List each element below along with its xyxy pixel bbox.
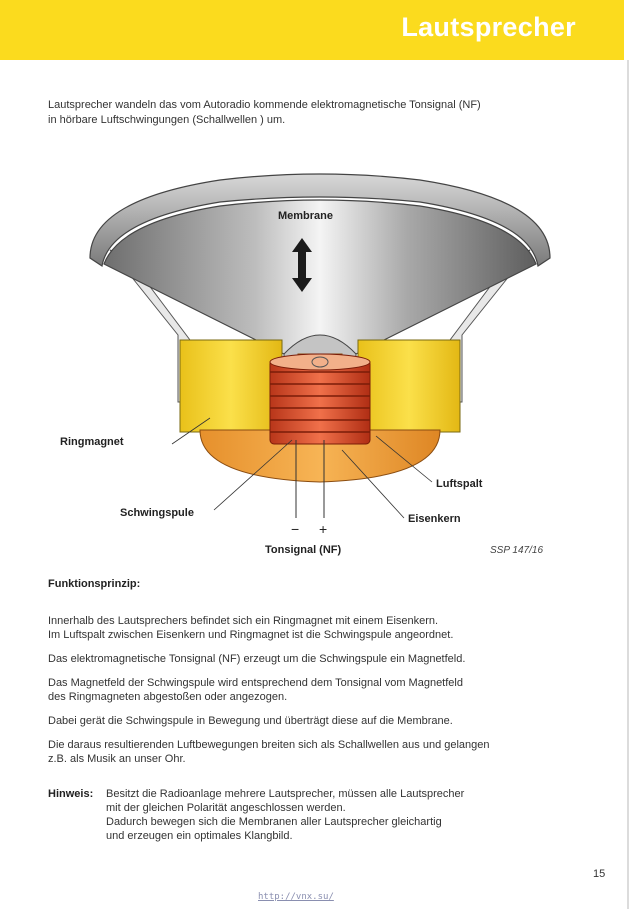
ringmagnet-right [358,340,460,432]
note-text [106,787,566,843]
label-luftspalt: Luftspalt [436,478,483,490]
header-bar [0,0,624,60]
paragraph-line: Dabei gerät die Schwingspule in Bewegung und überträgt diese auf die Membrane. [48,715,453,727]
note-label: Hinweis: [48,788,94,800]
paragraph-line: Im Luftspalt zwischen Eisenkern und Ringmagnet ist die Schwingspule angeordnet. [48,629,454,641]
note-line: und erzeugen ein optimales Klangbild. [106,830,293,842]
page-edge-rule [627,60,629,909]
label-plus: + [319,521,328,537]
page-number: 15 [593,868,606,880]
paragraph [48,676,568,704]
paragraph [48,714,568,728]
label-schwingspule: Schwingspule [120,507,194,519]
note-line: mit der gleichen Polarität angeschlossen werden. [106,802,346,814]
intro-text [48,98,568,128]
speaker-diagram [60,140,580,570]
paragraph [48,614,568,642]
membrane-cone [104,200,536,354]
label-tonsignal: Tonsignal (NF) [265,544,342,556]
note-line: Dadurch bewegen sich die Membranen aller Lautsprecher gleichartig [106,816,442,828]
paragraph-line: Das elektromagnetische Tonsignal (NF) erzeugt um die Schwingspule ein Magnetfeld. [48,653,466,665]
paragraph-line: Innerhalb des Lautsprechers befindet sich ein Ringmagnet mit einem Eisenkern. [48,615,439,627]
paragraph-line: Die daraus resultierenden Luftbewegungen breiten sich als Schallwellen aus und gelangen [48,739,490,751]
paragraph [48,738,568,766]
schwingspule [270,354,370,444]
speaker-cross-section-illustration [60,140,580,570]
note-line: Besitzt die Radioanlage mehrere Lautsprecher, müssen alle Lautsprecher [106,788,465,800]
paragraph [48,652,568,666]
label-minus: − [291,521,300,537]
label-ringmagnet: Ringmagnet [60,436,124,448]
section-heading: Funktionsprinzip: [48,578,141,590]
figure-reference: SSP 147/16 [490,545,544,556]
intro-line: in hörbare Luftschwingungen (Schallwellen ) um. [48,114,286,126]
intro-line: Lautsprecher wandeln das vom Autoradio kommende elektromagnetische Tonsignal (NF) [48,99,481,111]
footer-link[interactable]: http://vnx.su/ [258,892,334,902]
paragraph-line: Das Magnetfeld der Schwingspule wird entsprechend dem Tonsignal vom Magnetfeld [48,677,463,689]
label-eisenkern: Eisenkern [408,513,461,525]
paragraph-line: des Ringmagneten abgestoßen oder angezogen. [48,691,288,703]
paragraph-line: z.B. als Musik an unser Ohr. [48,753,186,765]
page-title: Lautsprecher [401,12,576,42]
label-membrane: Membrane [278,210,334,222]
section-body [48,614,568,776]
ringmagnet-left [180,340,282,432]
